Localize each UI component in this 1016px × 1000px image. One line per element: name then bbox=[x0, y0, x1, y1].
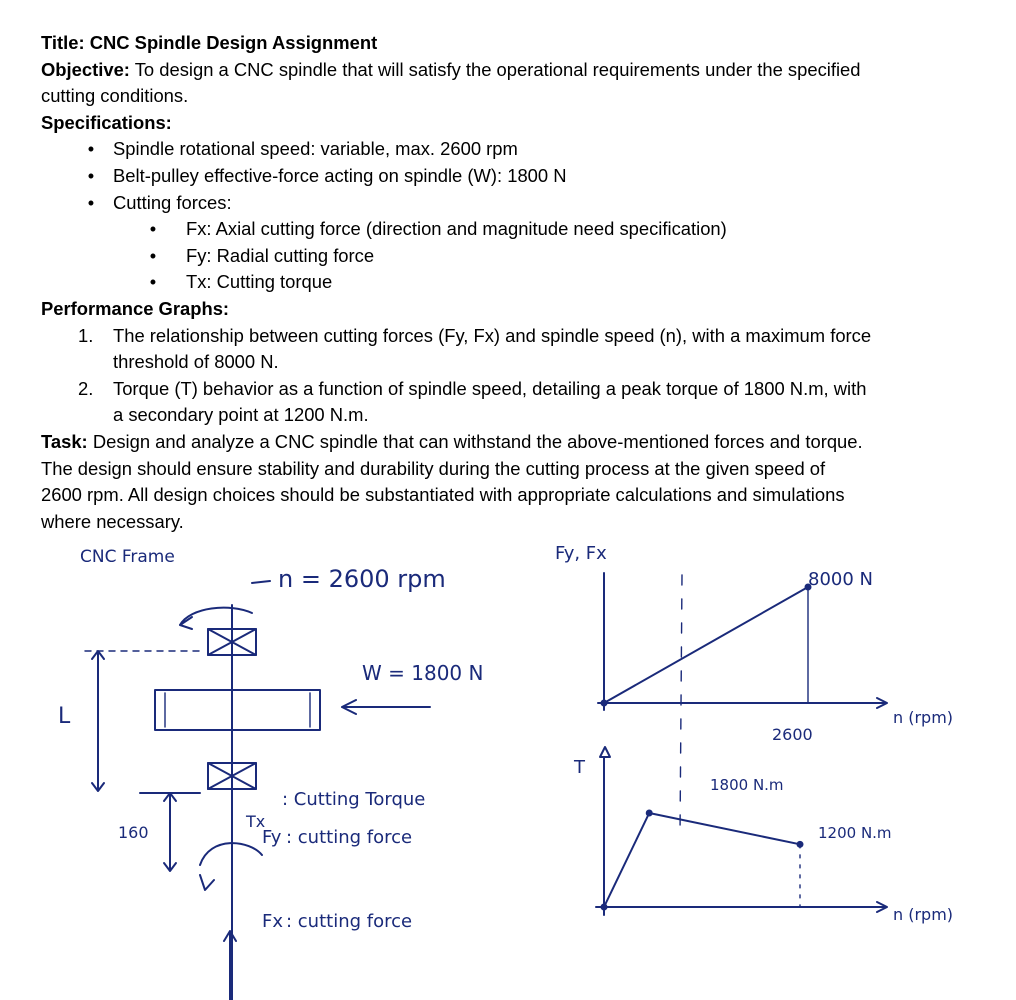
objective-text-1: To design a CNC spindle that will satisfy the operational requirements under the specified bbox=[134, 58, 861, 80]
assignment-document bbox=[41, 30, 971, 535]
length-label: L bbox=[58, 704, 71, 729]
title-label: Title: bbox=[41, 32, 85, 53]
performance-heading bbox=[41, 296, 971, 323]
task-label: Task: bbox=[41, 430, 88, 452]
rotation-arrow-icon bbox=[180, 608, 252, 625]
offset-label: 160 bbox=[118, 823, 149, 842]
chart2-peak-label: 1800 N.m bbox=[710, 776, 784, 794]
chart2-marks bbox=[601, 810, 804, 911]
graph-text: Torque (T) behavior as a function of spindle speed, detailing a peak torque of 1800 N.m, with bbox=[113, 377, 867, 399]
graph-item-cont bbox=[41, 349, 971, 376]
torque-speed-chart bbox=[573, 747, 953, 924]
task-line: 2600 rpm. All design choices should be substantiated with appropriate calculations and simulations bbox=[41, 484, 845, 506]
chart1-point-label-x: 2600 bbox=[772, 725, 813, 744]
graph-item bbox=[41, 323, 971, 350]
cutting-force-item bbox=[41, 216, 971, 243]
graph-number: 1. bbox=[78, 324, 94, 346]
axial-force-arrow-icon bbox=[224, 931, 236, 1000]
cutting-force-item bbox=[41, 243, 971, 270]
chart2-end-label: 1200 N.m bbox=[818, 824, 892, 842]
graph-item-cont bbox=[41, 402, 971, 429]
chart1-marks bbox=[601, 584, 812, 707]
bullet-icon: • bbox=[149, 218, 157, 240]
chart1-ylabel: Fy, Fx bbox=[555, 543, 607, 564]
cutting-force-text: Fx: Axial cutting force (direction and magnitude need specification) bbox=[186, 218, 727, 240]
graph-number: 2. bbox=[78, 377, 94, 399]
torque-label: : Cutting Torque bbox=[282, 789, 426, 810]
chart1-series-segment bbox=[604, 587, 808, 703]
force-speed-chart bbox=[555, 543, 953, 744]
spindle-diagram bbox=[58, 547, 483, 1000]
cutting-force-text: Fy: Radial cutting force bbox=[186, 244, 375, 266]
speed-leader bbox=[252, 581, 270, 583]
fy-desc: : cutting force bbox=[286, 827, 413, 848]
cutting-force-text: Tx: Cutting torque bbox=[186, 271, 333, 293]
objective-line-2: cutting conditions. bbox=[41, 85, 189, 107]
hand-sketch bbox=[0, 535, 1016, 1000]
chart2-xlabel: n (rpm) bbox=[893, 905, 954, 924]
specifications-label: Specifications: bbox=[41, 111, 172, 133]
belt-force-label: W = 1800 N bbox=[362, 661, 484, 685]
chart1-data-point bbox=[601, 700, 608, 707]
fx-label: Fx bbox=[262, 911, 284, 932]
spec-item bbox=[41, 190, 971, 217]
task-line: where necessary. bbox=[41, 510, 184, 532]
spec-item bbox=[41, 136, 971, 163]
performance-label: Performance Graphs: bbox=[41, 297, 230, 319]
title-line bbox=[41, 30, 971, 57]
graph-text: threshold of 8000 N. bbox=[113, 351, 279, 373]
fx-desc: : cutting force bbox=[286, 911, 413, 932]
chart2-y-arrowhead-icon bbox=[600, 747, 610, 757]
spec-text: Spindle rotational speed: variable, max. 2600 rpm bbox=[113, 138, 518, 160]
chart2-data-point bbox=[646, 810, 653, 817]
chart1-xlabel: n (rpm) bbox=[893, 708, 954, 727]
objective-line bbox=[41, 57, 971, 84]
objective-label: Objective: bbox=[41, 58, 130, 80]
task-line bbox=[41, 429, 971, 456]
chart1-point-label-y: 8000 N bbox=[808, 569, 873, 590]
spec-text: Cutting forces: bbox=[113, 191, 232, 213]
chart2-data-point bbox=[601, 904, 608, 911]
task-text: Design and analyze a CNC spindle that can withstand the above-mentioned forces and torque. bbox=[92, 430, 863, 452]
graph-text: The relationship between cutting forces (Fy, Fx) and spindle speed (n), with a maximum force bbox=[113, 324, 872, 346]
chart2-ylabel: T bbox=[574, 757, 585, 778]
bullet-icon: • bbox=[87, 138, 95, 160]
bullet-icon: • bbox=[149, 244, 157, 266]
graph-text: a secondary point at 1200 N.m. bbox=[113, 404, 369, 426]
bullet-icon: • bbox=[87, 191, 95, 213]
frame-label: CNC Frame bbox=[80, 547, 175, 567]
graph-item bbox=[41, 376, 971, 403]
chart2-series-segment bbox=[604, 813, 649, 907]
fy-label: Fy bbox=[262, 827, 282, 848]
specifications-heading bbox=[41, 110, 971, 137]
spec-item bbox=[41, 163, 971, 190]
document-title: CNC Spindle Design Assignment bbox=[89, 32, 378, 53]
torque-arrowhead-icon bbox=[200, 875, 214, 890]
pulley-body bbox=[155, 690, 320, 730]
speed-guide-dashed bbox=[680, 575, 682, 835]
spec-text: Belt-pulley effective-force acting on spindle (W): 1800 N bbox=[113, 164, 567, 186]
bullet-icon: • bbox=[87, 164, 95, 186]
speed-label: n = 2600 rpm bbox=[278, 565, 446, 593]
tx-label: Tx bbox=[246, 812, 266, 831]
cutting-force-item bbox=[41, 269, 971, 296]
bullet-icon: • bbox=[149, 271, 157, 293]
belt-force-arrow-icon bbox=[342, 700, 430, 714]
chart2-series-segment bbox=[649, 813, 800, 844]
task-line: The design should ensure stability and durability during the cutting process at the given speed of bbox=[41, 457, 826, 479]
